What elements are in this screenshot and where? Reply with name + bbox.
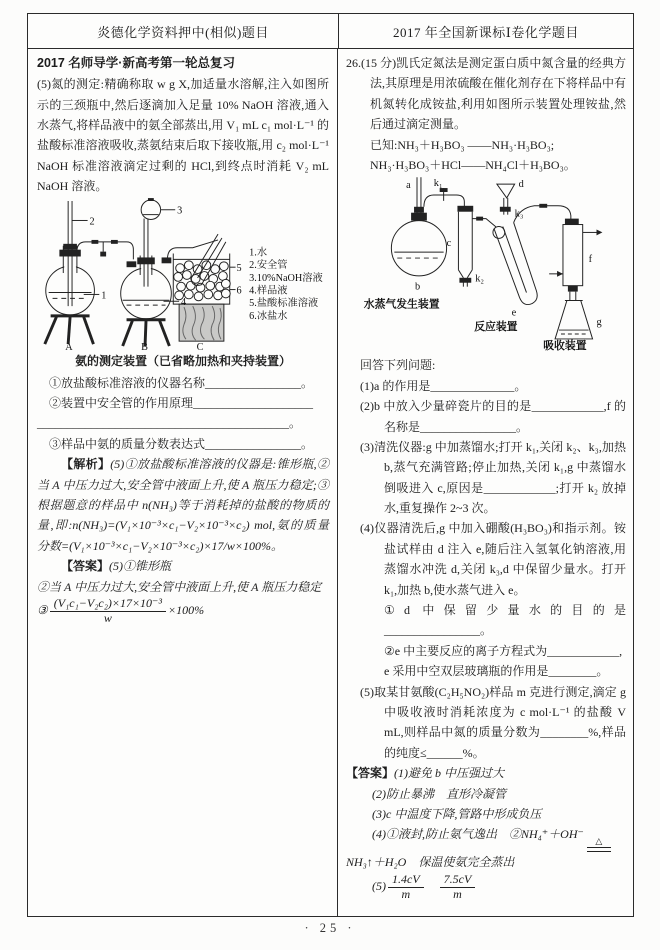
answer26-heading	[346, 763, 626, 783]
answer26-5-fraction-2: $\frac{7.5cV}{m}$	[440, 873, 476, 902]
question26-2: (2)b 中放入少量碎瓷片的目的是____________,f 的名称是________________。	[360, 399, 626, 434]
mark-3: 3	[177, 205, 183, 217]
table-header-row	[28, 14, 633, 49]
reaction-caption: 反应装置	[474, 321, 518, 334]
mark-e: e	[511, 307, 517, 319]
answer26-5-prefix: (5)	[372, 878, 386, 893]
known-equation-2: NH₃·H₃BO₃＋HCl——NH₄Cl＋H₃BO₃。	[370, 157, 576, 172]
question26-4: (4)仪器清洗后,g 中加入硼酸(H₃BO₃)和指示剂。铵盐试样由 d 注入 e,随后注入氢氧化钠溶液,用蒸馏水冲洗 d,关闭 k₃,d 中保留少量水。打开 k₁,加热 b,使水蒸气进入 e。	[360, 521, 626, 597]
left-diagram-caption: 氨的测定装置（已省略加热和夹持装置）	[74, 353, 291, 368]
question26-4b: ②e 中主要反应的离子方程式为____________,	[384, 643, 623, 658]
answer-paragraph	[37, 556, 329, 576]
legend-item-5: 5.盐酸标准溶液	[249, 297, 319, 309]
answer26-5-fraction-1: $\frac{1.4cV}{m}$	[388, 873, 424, 902]
mark-2: 2	[89, 215, 95, 227]
answer26-2: (2)防止暴沸 直形冷凝管	[372, 786, 506, 801]
answer-label: 【答案】	[61, 559, 110, 574]
analysis-label: 【解析】	[61, 457, 111, 472]
mark-k2: k₂	[475, 274, 484, 286]
mark-6: 6	[236, 285, 242, 297]
answer-3	[37, 597, 329, 626]
legend-item-4: 4.样品液	[249, 285, 288, 297]
answer-2: ②当 A 中压力过大,安全管中液面上升,使 A 瓶压力稳定	[37, 579, 322, 594]
answer-3-prefix: ③	[37, 602, 48, 617]
mark-d: d	[518, 179, 524, 191]
answer26-1: (1)避免 b 中压强过大	[394, 766, 505, 781]
known-equation-1: 已知:NH₃＋H₃BO₃ ——NH₃·H₃BO₃;	[370, 137, 555, 152]
question26-1: (1)a 的作用是______________。	[360, 378, 527, 393]
answer26-label: 【答案】	[346, 766, 395, 781]
mark-a: a	[406, 180, 411, 192]
answer26-4	[346, 824, 626, 852]
kjeldahl-apparatus-diagram	[346, 175, 632, 351]
question-3: ③样品中氨的质量分数表达式________________。	[49, 436, 314, 451]
left-column	[28, 49, 338, 916]
problem26-statement: 26.(15 分)凯氏定氮法是测定蛋白质中氮含量的经典方法,其原理是用浓硫酸在催化剂存在下将样品中有机氮转化成铵盐,利用如图所示装置处理铵盐,然后通过滴定测量。	[346, 56, 626, 132]
question26-4c: e 采用中空双层玻璃瓶的作用是________。	[384, 664, 609, 679]
analysis-text: (5)①放盐酸标准溶液的仪器是:锥形瓶,②当 A 中压力过大,安全管中液面上升,使 A 瓶压力稳定;③根据题意的样品中 n(NH₃)等于消耗掉的盐酸的物质的量,即:n(NH₃)=(V₁×10⁻³×c₁−V₂×10⁻³×c₂) mol,氨的质量分数=(V₁×10⁻³×c₁−V₂×10⁻³×c₂)×17/w×100%。	[37, 457, 329, 553]
mark-c: c	[446, 238, 452, 250]
flask-b-label: B	[141, 341, 148, 351]
analysis-paragraph	[37, 454, 329, 556]
header-right-cell: 2017 年全国新课标Ⅰ卷化学题目	[393, 24, 579, 40]
mark-g: g	[596, 317, 602, 329]
mark-b: b	[415, 281, 421, 293]
delta-over-equals-symbol: △	[587, 837, 611, 852]
worksheet-table	[27, 13, 634, 917]
ammonia-apparatus-diagram	[37, 197, 329, 351]
legend-item-6: 6.冰盐水	[249, 310, 288, 322]
question-1: ①放盐酸标准溶液的仪器名称________________。	[49, 375, 314, 390]
mark-5: 5	[236, 262, 242, 274]
absorb-caption: 吸收装置	[543, 340, 587, 352]
answer26-3: (3)c 中温度下降,管路中形成负压	[372, 806, 542, 821]
content-columns	[28, 49, 633, 916]
question-2: ②装置中安全管的作用原理____________________	[49, 395, 314, 410]
mark-k3: k₃	[514, 208, 524, 220]
flask-a-label: A	[65, 341, 73, 351]
page-number: · 25 ·	[304, 921, 356, 935]
answer-3-suffix: ×100%	[167, 602, 205, 617]
answer26-4-continuation: NH₃↑＋H₂O 保温使氨完全蒸出	[346, 855, 515, 870]
header-left-cell: 炎德化学资料押中(相似)题目	[28, 14, 339, 48]
right-column	[338, 49, 633, 916]
question26-4a: ①d 中保留少量水的目的是________________。	[384, 603, 626, 638]
question-2-continuation: __________________________________________。	[37, 416, 302, 431]
legend-item-3: 3.10%NaOH溶液	[249, 272, 323, 284]
answer26-4-pre: (4)①液封,防止氨气逸出 ②NH₄⁺＋OH⁻	[372, 827, 584, 842]
question26-3: (3)清洗仪器:g 中加蒸馏水;打开 k₁,关闭 k₂、k₃,加热 b,蒸气充满管路;停止加热,关闭 k₁,g 中蒸馏水倒吸进入 c,原因是____________;打开 k₂ 放掉水,重复操作 2~3 次。	[360, 439, 626, 516]
mark-f: f	[588, 254, 593, 266]
mark-1: 1	[101, 289, 107, 301]
legend-item-2: 2.安全管	[249, 259, 288, 271]
answer-3-fraction: $\frac{\text{(V₁c₁−V₂c₂)×17×10⁻³}}{w}$	[50, 597, 166, 626]
mark-k1: k₁	[433, 178, 443, 190]
answer-1: (5)①锥形瓶	[109, 559, 172, 574]
steam-caption: 水蒸气发生装置	[363, 298, 440, 311]
mark-4: 4	[181, 296, 187, 308]
question26-5: (5)取某甘氨酸(C₂H₅NO₂)样品 m 克进行测定,滴定 g 中吸收液时消耗浓度为 c mol·L⁻¹ 的盐酸 V mL,则样品中氮的质量分数为________%,样品的纯度≤______%。	[360, 684, 626, 760]
legend-item-1: 1.水	[249, 247, 268, 259]
questions-intro: 回答下列问题:	[360, 358, 436, 373]
problem5-statement: (5)氮的测定:精确称取 w g X,加适量水溶解,注入如图所示的三颈瓶中,然后逐滴加入足量 10% NaOH 溶液,通入水蒸气,将样品液中的氨全部蒸出,用 V₁ mL c₁ mol·L⁻¹ 的盐酸标准溶液吸收,蒸氨结束后取下接收瓶,用 c₂ mol·L⁻¹ NaOH 标准溶液滴定过剩的 HCl,到终点时消耗 V₂ mL NaOH 溶液。	[37, 77, 329, 194]
answer26-5	[346, 873, 626, 902]
left-column-title: 2017 名师导学·新高考第一轮总复习	[37, 56, 235, 70]
flask-c-label: C	[196, 341, 204, 351]
